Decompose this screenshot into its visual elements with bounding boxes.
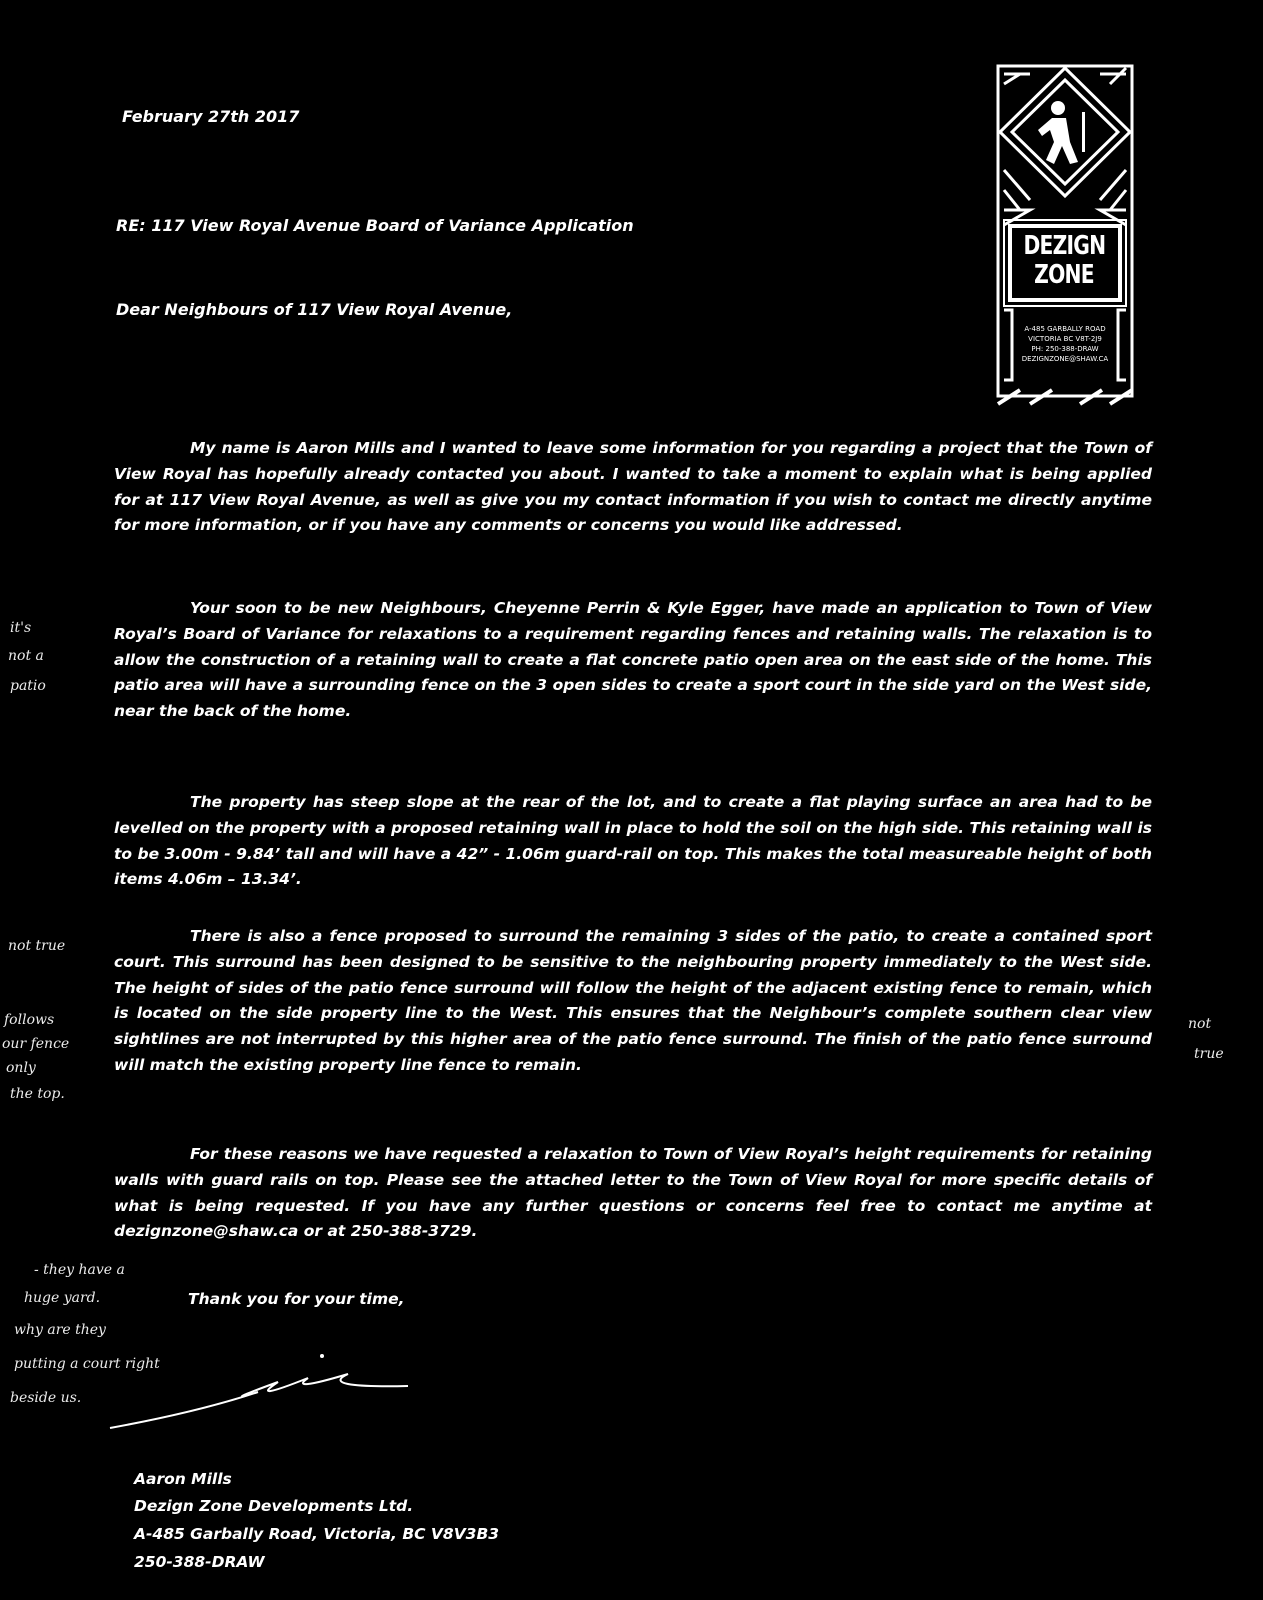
worker-walking-sign-icon (1038, 101, 1085, 164)
letter-salutation: Dear Neighbours of 117 View Royal Avenue, (116, 300, 513, 319)
body-paragraph-fence: There is also a fence proposed to surround the remaining 3 sides of the patio, to create a contained sport court. This surround has been designed to be sensitive to the neighbouring property immediately to the West side. The height of sides of the patio fence surround will follow the height of the adjacent existing fence to remain, which is located on the side property line to the West. This ensures that the Neighbour’s complete southern clear view sightlines are not interrupted by this higher area of the patio fence surround. The finish of the patio fence surround will match the existing property line fence to remain. (114, 927, 1152, 1074)
handwritten-note-line: putting a court right (14, 1356, 160, 1372)
letter-date: February 27th 2017 (122, 107, 300, 126)
handwritten-note-line: patio (10, 678, 46, 694)
handwritten-note-line: not a (8, 648, 44, 664)
handwritten-note-line: true (1194, 1046, 1224, 1062)
letter-subject: RE: 117 View Royal Avenue Board of Variance Application (116, 216, 634, 235)
handwritten-note-line: why are they (14, 1322, 106, 1338)
signer-name: Aaron Mills (134, 1470, 232, 1488)
handwritten-note-line: not true (8, 938, 66, 954)
handwritten-note-line: it's (10, 620, 32, 636)
handwritten-note-line: not (1188, 1016, 1212, 1032)
handwritten-note-line: beside us. (10, 1390, 82, 1406)
handwritten-note-line: only (6, 1060, 36, 1076)
signer-company: Dezign Zone Developments Ltd. (134, 1497, 414, 1515)
letter-closing: Thank you for your time, (188, 1290, 405, 1308)
handwritten-note-line: our fence (2, 1036, 70, 1052)
dezign-zone-logo (990, 60, 1140, 416)
signer-address: A-485 Garbally Road, Victoria, BC V8V3B3 (134, 1525, 500, 1543)
handwritten-note-line: the top. (10, 1086, 65, 1102)
handwritten-note-line: follows (4, 1012, 55, 1028)
signer-phone: 250-388-DRAW (134, 1553, 265, 1571)
logo-company-name: DEZIGN ZONE (1023, 231, 1106, 290)
handwritten-note-line: - they have a (34, 1262, 125, 1278)
body-paragraph-retaining-wall: The property has steep slope at the rear of the lot, and to create a flat playing surface an area had to be levelled on the property with a proposed retaining wall in place to hold the soil on the high side. This retaining wall is to be 3.00m - 9.84’ tall and will have a 42” - 1.06m guard-rail on top. This makes the total measureable height of both items 4.06m – 13.34’. (114, 793, 1152, 889)
body-paragraph-application: Your soon to be new Neighbours, Cheyenne Perrin & Kyle Egger, have made an application to Town of View Royal’s Board of Variance for relaxations to a requirement regarding fences and retaining walls. The relaxation is to allow the construction of a retaining wall to create a flat concrete patio open area on the east side of the home. This patio area will have a surrounding fence on the 3 open sides to create a sport court in the side yard on the West side, near the back of the home. (114, 599, 1152, 721)
body-paragraph-request: For these reasons we have requested a relaxation to Town of View Royal’s height requirements for retaining walls with guard rails on top. Please see the attached letter to the Town of View Royal for more specific details of what is being requested. If you have any further questions or concerns feel free to contact me anytime at dezignzone@shaw.ca or at 250-388-3729. (114, 1145, 1152, 1241)
logo-address: A-485 GARBALLY ROAD VICTORIA BC V8T-2J9 PH: 250-388-DRAW DEZIGNZONE@SHAW.CA (1021, 325, 1109, 363)
body-paragraph-intro: My name is Aaron Mills and I wanted to leave some information for you regarding a project that the Town of View Royal has hopefully already contacted you about. I wanted to take a moment to explain what is being applied for at 117 View Royal Avenue, as well as give you my contact information if you wish to contact me directly anytime for more information, or if you have any comments or concerns you would like addressed. (114, 439, 1152, 535)
handwritten-note-line: huge yard. (24, 1290, 101, 1306)
